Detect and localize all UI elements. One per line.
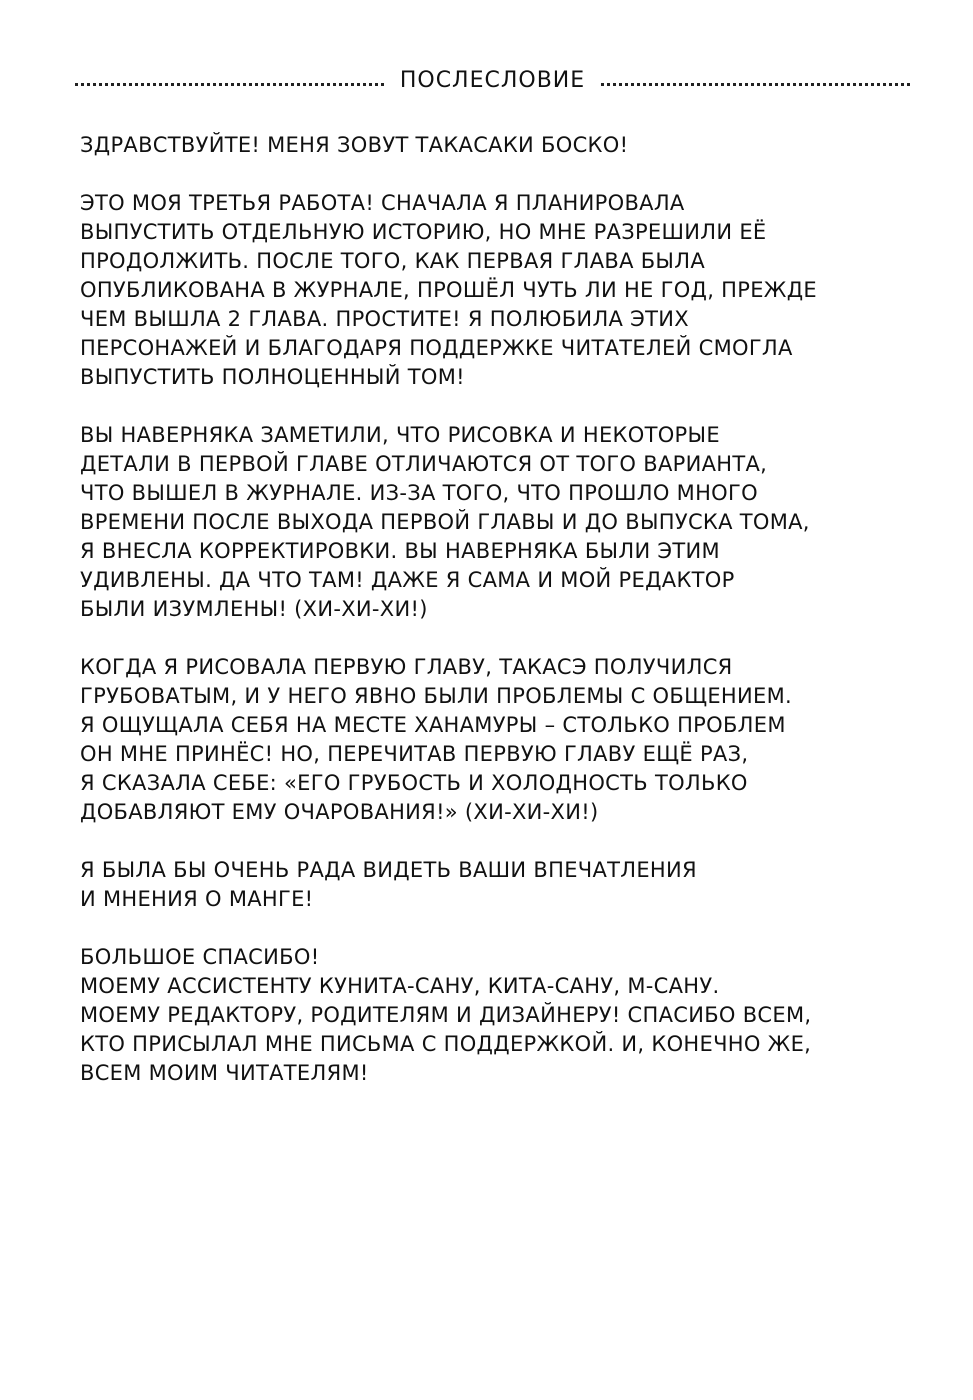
text-line: ОПУБЛИКОВАНА В ЖУРНАЛЕ, ПРОШЁЛ ЧУТЬ ЛИ НЕ ГОД, ПРЕЖДЕ <box>80 278 817 302</box>
text-line: ЧТО ВЫШЕЛ В ЖУРНАЛЕ. ИЗ-ЗА ТОГО, ЧТО ПРОШЛО МНОГО <box>80 481 758 505</box>
paragraph <box>80 421 920 624</box>
left-dotted-rule <box>75 83 384 86</box>
paragraph <box>80 653 920 827</box>
text-line: МОЕМУ АССИСТЕНТУ КУНИТА-САНУ, КИТА-САНУ, М-САНУ. <box>80 974 720 998</box>
afterword-body <box>80 131 920 1117</box>
afterword-header <box>75 62 910 98</box>
text-line: ВЫПУСТИТЬ ПОЛНОЦЕННЫЙ ТОМ! <box>80 365 465 389</box>
paragraph <box>80 189 920 392</box>
paragraph <box>80 943 920 1088</box>
text-line: КОГДА Я РИСОВАЛА ПЕРВУЮ ГЛАВУ, ТАКАСЭ ПОЛУЧИЛСЯ <box>80 655 733 679</box>
text-line: ЭТО МОЯ ТРЕТЬЯ РАБОТА! СНАЧАЛА Я ПЛАНИРОВАЛА <box>80 191 685 215</box>
text-line: Я ОЩУЩАЛА СЕБЯ НА МЕСТЕ ХАНАМУРЫ – СТОЛЬКО ПРОБЛЕМ <box>80 713 786 737</box>
right-dotted-rule <box>601 83 910 86</box>
text-line: УДИВЛЕНЫ. ДА ЧТО ТАМ! ДАЖЕ Я САМА И МОЙ РЕДАКТОР <box>80 568 735 592</box>
text-line: Я ВНЕСЛА КОРРЕКТИРОВКИ. ВЫ НАВЕРНЯКА БЫЛИ ЭТИМ <box>80 539 720 563</box>
text-line: Я СКАЗАЛА СЕБЕ: «ЕГО ГРУБОСТЬ И ХОЛОДНОСТЬ ТОЛЬКО <box>80 771 748 795</box>
text-line: ВСЕМ МОИМ ЧИТАТЕЛЯМ! <box>80 1061 369 1085</box>
text-line: ВЫПУСТИТЬ ОТДЕЛЬНУЮ ИСТОРИЮ, НО МНЕ РАЗРЕШИЛИ ЕЁ <box>80 220 767 244</box>
paragraph <box>80 131 920 160</box>
text-line: ДЕТАЛИ В ПЕРВОЙ ГЛАВЕ ОТЛИЧАЮТСЯ ОТ ТОГО ВАРИАНТА, <box>80 452 768 476</box>
text-line: ПРОДОЛЖИТЬ. ПОСЛЕ ТОГО, КАК ПЕРВАЯ ГЛАВА БЫЛА <box>80 249 706 273</box>
text-line: КТО ПРИСЫЛАЛ МНЕ ПИСЬМА С ПОДДЕРЖКОЙ. И, КОНЕЧНО ЖЕ, <box>80 1032 812 1056</box>
text-line: Я БЫЛА БЫ ОЧЕНЬ РАДА ВИДЕТЬ ВАШИ ВПЕЧАТЛЕНИЯ <box>80 858 697 882</box>
text-line: БОЛЬШОЕ СПАСИБО! <box>80 945 320 969</box>
text-line: ПЕРСОНАЖЕЙ И БЛАГОДАРЯ ПОДДЕРЖКЕ ЧИТАТЕЛЕЙ СМОГЛА <box>80 336 793 360</box>
text-line: МОЕМУ РЕДАКТОРУ, РОДИТЕЛЯМ И ДИЗАЙНЕРУ! СПАСИБО ВСЕМ, <box>80 1003 812 1027</box>
text-line: БЫЛИ ИЗУМЛЕНЫ! (ХИ-ХИ-ХИ!) <box>80 597 428 621</box>
text-line: ВЫ НАВЕРНЯКА ЗАМЕТИЛИ, ЧТО РИСОВКА И НЕКОТОРЫЕ <box>80 423 720 447</box>
paragraph <box>80 856 920 914</box>
text-line: ВРЕМЕНИ ПОСЛЕ ВЫХОДА ПЕРВОЙ ГЛАВЫ И ДО ВЫПУСКА ТОМА, <box>80 510 810 534</box>
text-line: ДОБАВЛЯЮТ ЕМУ ОЧАРОВАНИЯ!» (ХИ-ХИ-ХИ!) <box>80 800 599 824</box>
text-line: ЗДРАВСТВУЙТЕ! МЕНЯ ЗОВУТ ТАКАСАКИ БОСКО! <box>80 133 629 157</box>
page-title: ПОСЛЕСЛОВИЕ <box>399 67 586 93</box>
text-line: ОН МНЕ ПРИНЁС! НО, ПЕРЕЧИТАВ ПЕРВУЮ ГЛАВУ ЕЩЁ РАЗ, <box>80 742 749 766</box>
text-line: И МНЕНИЯ О МАНГЕ! <box>80 887 314 911</box>
text-line: ГРУБОВАТЫМ, И У НЕГО ЯВНО БЫЛИ ПРОБЛЕМЫ С ОБЩЕНИЕМ. <box>80 684 792 708</box>
text-line: ЧЕМ ВЫШЛА 2 ГЛАВА. ПРОСТИТЕ! Я ПОЛЮБИЛА ЭТИХ <box>80 307 689 331</box>
